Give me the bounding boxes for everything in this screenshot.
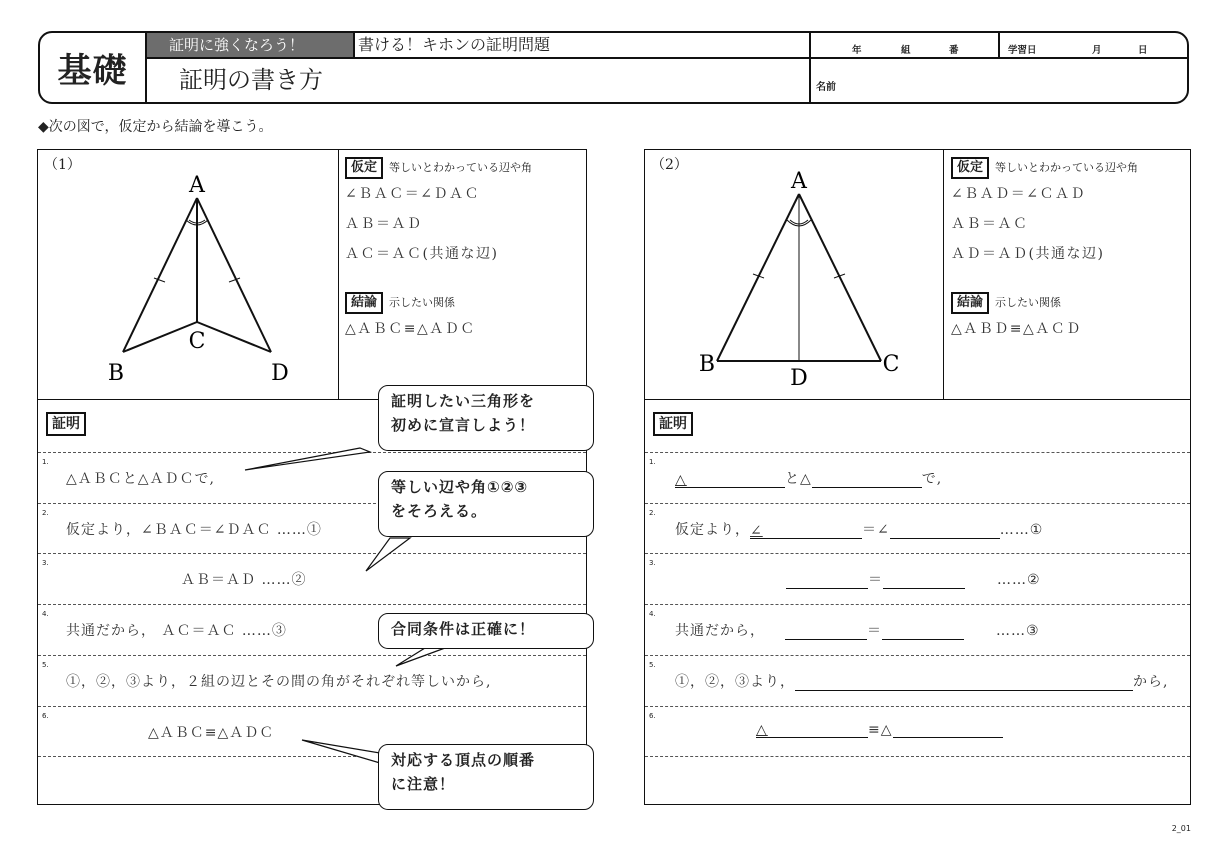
proof-line-2: 仮定より，∠ ＝∠ ……① xyxy=(675,522,1044,539)
assumption-desc: 等しいとわかっている辺や角 xyxy=(995,161,1139,174)
proof-line-6: △ ≡△ xyxy=(756,722,1003,738)
answer-blank[interactable] xyxy=(882,624,964,640)
study-date-label: 学習日 xyxy=(1008,45,1037,56)
proof-line: △ＡＢＣと△ＡＤＣで, xyxy=(66,471,215,487)
conclusion-tag: 結論 xyxy=(951,292,989,314)
figure-divider xyxy=(338,150,339,400)
callout-order xyxy=(378,744,594,810)
assumption-tag: 仮定 xyxy=(951,157,989,179)
vertex-b: B xyxy=(698,352,716,377)
proof-line: 共通だから， ＡＣ＝ＡＣ ……③ xyxy=(66,623,287,639)
conclusion-desc: 示したい関係 xyxy=(389,296,456,309)
header-divider xyxy=(811,57,1189,59)
vertex-d: D xyxy=(271,361,289,386)
assumption-item: ∠ＢＡＣ＝∠ＤＡＣ xyxy=(345,186,480,202)
row-divider xyxy=(38,553,586,554)
proof-line-5: ①，②，③より， から, xyxy=(675,674,1169,690)
series-label: 証明に強くなろう！ xyxy=(147,33,355,57)
figure-divider xyxy=(943,150,944,400)
subtitle: 書ける！キホンの証明問題 xyxy=(358,35,551,54)
row-divider xyxy=(645,553,1190,554)
number-label: 番 xyxy=(949,45,959,56)
figure-box xyxy=(38,150,586,400)
header-divider xyxy=(809,33,811,104)
row-divider xyxy=(645,503,1190,504)
page-title: 証明の書き方 xyxy=(179,66,323,94)
name-label: 名前 xyxy=(816,82,836,93)
edge-ad xyxy=(197,198,271,352)
row-divider xyxy=(645,604,1190,605)
proof-line-1: △ と△ で, xyxy=(675,471,943,488)
answer-blank[interactable]: △ xyxy=(756,722,868,738)
row-divider xyxy=(38,706,586,707)
tick-mark xyxy=(229,278,240,282)
proof-line: ＡＢ＝ＡＤ ……② xyxy=(181,572,307,588)
row-number: 4. xyxy=(42,610,49,618)
assumption-tag: 仮定 xyxy=(345,157,383,179)
tick-mark xyxy=(154,278,165,282)
edge-ab xyxy=(123,198,197,352)
conclusion-tag: 結論 xyxy=(345,292,383,314)
proof-line-4: 共通だから， ＝ ……③ xyxy=(675,623,1040,639)
vertex-a: A xyxy=(189,173,205,198)
conclusion-item: △ＡＢＤ≡△ＡＣＤ xyxy=(951,321,1082,337)
vertex-b: B xyxy=(107,361,125,386)
callout-condition xyxy=(378,613,594,649)
answer-blank[interactable] xyxy=(785,624,867,640)
row-number: 3. xyxy=(42,559,49,567)
row-number: 2. xyxy=(649,509,656,517)
edge-bc xyxy=(123,322,197,352)
conclusion-desc: 示したい関係 xyxy=(995,296,1062,309)
row-number: 5. xyxy=(42,661,49,669)
row-number: 5. xyxy=(649,661,656,669)
answer-blank[interactable]: ∠ xyxy=(750,523,862,539)
answer-blank[interactable] xyxy=(795,675,1133,691)
edge-ab xyxy=(717,194,799,361)
proof-line: 仮定より，∠ＢＡＣ＝∠ＤＡＣ ……① xyxy=(66,522,322,538)
worksheet-header xyxy=(38,31,1189,104)
callout-declare xyxy=(378,385,594,451)
row-number: 6. xyxy=(42,712,49,720)
header-divider xyxy=(998,33,1000,57)
assumption-item: ＡＤ＝ＡＤ(共通な辺) xyxy=(951,246,1105,262)
assumption-item: ＡＢ＝ＡＣ xyxy=(951,216,1029,232)
problem-number: （1） xyxy=(44,157,81,173)
row-number: 4. xyxy=(649,610,656,618)
row-divider xyxy=(38,604,586,605)
row-number: 3. xyxy=(649,559,656,567)
answer-blank[interactable] xyxy=(893,722,1003,738)
figure-box xyxy=(645,150,1190,400)
row-divider xyxy=(645,655,1190,656)
level-label: 基礎 xyxy=(40,33,147,102)
instruction: ◆次の図で，仮定から結論を導こう。 xyxy=(38,119,273,135)
assumption-item: ∠ＢＡＤ＝∠ＣＡＤ xyxy=(951,186,1086,202)
callout-text: 証明したい三角形を 初めに宣言しよう！ xyxy=(391,392,536,434)
row-divider xyxy=(645,706,1190,707)
edge-dc xyxy=(197,322,271,352)
day-label: 日 xyxy=(1138,45,1148,56)
year-label: 年 xyxy=(852,45,862,56)
callout-text: 対応する頂点の順番 に注意！ xyxy=(391,751,536,793)
row-divider xyxy=(645,452,1190,453)
row-divider xyxy=(38,452,586,453)
vertex-a: A xyxy=(791,169,807,194)
callout-text: 等しい辺や角①②③ をそろえる。 xyxy=(391,478,529,520)
conclusion-item: △ＡＢＣ≡△ＡＤＣ xyxy=(345,321,476,337)
given-info xyxy=(951,156,1138,344)
proof-tag: 証明 xyxy=(46,412,86,436)
answer-blank[interactable]: △ xyxy=(675,472,785,488)
assumption-item: ＡＣ＝ＡＣ(共通な辺) xyxy=(345,246,499,262)
row-divider xyxy=(38,655,586,656)
problem-number: （2） xyxy=(651,157,688,173)
month-label: 月 xyxy=(1092,45,1102,56)
callout-text: 合同条件は正確に！ xyxy=(391,620,536,638)
answer-blank[interactable] xyxy=(883,573,965,589)
figure-2 xyxy=(645,150,945,400)
vertex-c: C xyxy=(882,352,900,377)
figure-1 xyxy=(38,150,338,400)
assumption-desc: 等しいとわかっている辺や角 xyxy=(389,161,533,174)
vertex-d: D xyxy=(790,366,808,391)
proof-line-3: ＝ ……② xyxy=(786,569,1041,589)
row-number: 2. xyxy=(42,509,49,517)
page-code: 2_01 xyxy=(1171,824,1191,833)
row-number: 6. xyxy=(649,712,656,720)
row-number: 1. xyxy=(649,458,656,466)
edge-ac xyxy=(799,194,881,361)
vertex-c: C xyxy=(188,329,206,354)
row-number: 1. xyxy=(42,458,49,466)
proof-line: ①，②，③より，２組の辺とその間の角がそれぞれ等しいから, xyxy=(66,674,492,690)
class-label: 組 xyxy=(901,45,911,56)
proof-tag: 証明 xyxy=(653,412,693,436)
callout-align xyxy=(378,471,594,537)
answer-blank[interactable] xyxy=(812,472,922,488)
row-divider xyxy=(645,756,1190,757)
answer-blank[interactable] xyxy=(786,573,868,589)
problem-2-panel xyxy=(644,149,1191,805)
answer-blank[interactable] xyxy=(890,523,1000,539)
proof-line: △ＡＢＣ≡△ＡＤＣ xyxy=(148,725,275,741)
given-info xyxy=(345,156,532,344)
assumption-item: ＡＢ＝ＡＤ xyxy=(345,216,423,232)
